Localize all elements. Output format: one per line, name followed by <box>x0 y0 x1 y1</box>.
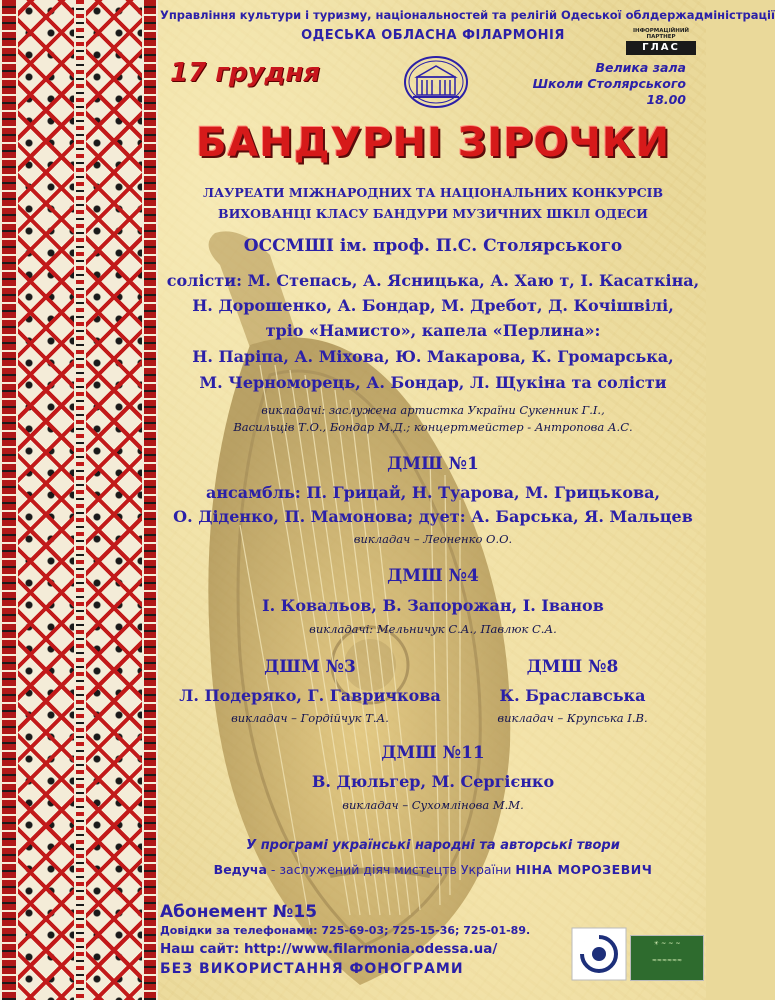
program-note: У програмі українські народні та авторські твори <box>246 838 620 853</box>
no-phonogram-note: БЕЗ ВИКОРИСТАННЯ ФОНОГРАМИ <box>160 961 464 977</box>
dmsh1-teacher: викладач – Леоненко О.О. <box>353 532 513 546</box>
philharmonic-name: ОДЕСЬКА ОБЛАСНА ФІЛАРМОНІЯ <box>301 28 565 43</box>
partner-circle-logo <box>572 928 626 980</box>
embroidery-pattern-right <box>86 0 142 1000</box>
ossmsh-teachers-1: викладачі: заслужена артистка України Сукенник Г.І., <box>261 403 605 417</box>
event-time: 18.00 <box>646 92 686 107</box>
concert-title: БАНДУРНІ ЗІРОЧКИ <box>195 120 671 166</box>
dmsh1-performers-2: О. Діденко, П. Мамонова; дует: А. Барська, Я. Мальцев <box>173 507 693 526</box>
embroidery-center-stripe <box>76 0 84 1000</box>
department-line: Управління культури і туризму, національностей та релігій Одеської облдержадміністрації <box>160 8 775 22</box>
ossmsh-teachers-2: Васильців Т.О., Бондар М.Д.; концертмейстер - Антропова А.С. <box>233 420 633 434</box>
embroidery-border <box>0 0 158 1000</box>
partner-logo: ГЛАС <box>626 41 696 55</box>
website-link[interactable]: Наш сайт: http://www.filarmonia.odessa.ua/ <box>160 941 498 957</box>
host-line <box>160 862 706 877</box>
ossmsh-performers-2: Н. Дорошенко, А. Бондар, М. Дребот, Д. Кочішвілі, <box>192 296 674 315</box>
dmsh11-performers: В. Дюльгер, М. Сергієнко <box>311 772 555 791</box>
embroidery-edge-left <box>2 0 16 1000</box>
partner-landscape-logo-caption: ≈≈≈≈≈≈ <box>651 957 683 964</box>
school-dmsh8-name: ДМШ №8 <box>526 657 619 677</box>
partner-landscape-logo-mark: ☀ ~ ~ ~ <box>653 940 681 947</box>
subtitle-pupils: ВИХОВАНЦІ КЛАСУ БАНДУРИ МУЗИЧНИХ ШКІЛ ОДЕСИ <box>218 206 648 221</box>
dshm3-performers: Л. Подеряко, Г. Гавричкова <box>179 686 441 705</box>
school-dmsh4-name: ДМШ №4 <box>387 566 479 586</box>
ossmsh-performers-4: Н. Паріпа, А. Міхова, Ю. Макарова, К. Громарська, <box>192 347 674 366</box>
ossmsh-performers-3: тріо «Намисто», капела «Перлина»: <box>265 321 601 340</box>
school-dshm3-name: ДШМ №3 <box>264 657 356 677</box>
venue-school: Школи Столярського <box>532 76 686 91</box>
event-date: 17 грудня <box>170 58 321 88</box>
ossmsh-performers-5: М. Черноморець, А. Бондар, Л. Щукіна та солісти <box>199 373 667 392</box>
school-ossmsh-name: ОССМШІ ім. проф. П.С. Столярського <box>243 236 623 256</box>
dmsh8-teacher: викладач – Крупська І.В. <box>497 711 648 725</box>
dshm3-teacher: викладач – Гордійчук Т.А. <box>231 711 389 725</box>
ossmsh-performers-1: солісти: М. Степась, А. Ясницька, А. Хаю т, І. Касаткіна, <box>166 271 700 290</box>
dmsh1-performers-1: ансамбль: П. Грицай, Н. Туарова, М. Грицькова, <box>205 483 661 502</box>
info-phones: Довідки за телефонами: 725-69-03; 725-15-36; 725-01-89. <box>160 924 531 937</box>
school-dmsh1-name: ДМШ №1 <box>387 454 479 474</box>
embroidery-edge-right <box>144 0 156 1000</box>
info-partner <box>622 28 700 55</box>
subscription-number: Абонемент №15 <box>160 902 318 922</box>
partner-label: ІНФОРМАЦІЙНИЙ ПАРТНЕР <box>632 28 690 40</box>
dmsh11-teacher: викладач – Сухомлінова М.М. <box>342 798 524 812</box>
dmsh8-performers: К. Браславська <box>499 686 646 705</box>
host-name: НІНА МОРОЗЕВИЧ <box>515 862 653 877</box>
dmsh4-teachers: викладачі: Мельничук С.А., Павлюк С.А. <box>309 622 557 636</box>
subtitle-laureates: ЛАУРЕАТИ МІЖНАРОДНИХ ТА НАЦІОНАЛЬНИХ КОНКУРСІВ <box>202 185 664 200</box>
philharmonic-building-icon <box>403 55 469 109</box>
host-title: - заслужений діяч мистецтв України <box>266 862 516 877</box>
venue-block <box>480 60 686 108</box>
host-label: Ведуча <box>213 862 267 877</box>
dmsh4-performers: І. Ковальов, В. Запорожан, І. Іванов <box>262 596 604 615</box>
venue-hall: Велика зала <box>595 60 686 75</box>
partner-landscape-logo <box>630 935 704 981</box>
school-dmsh11-name: ДМШ №11 <box>381 743 485 763</box>
embroidery-pattern-left <box>18 0 74 1000</box>
